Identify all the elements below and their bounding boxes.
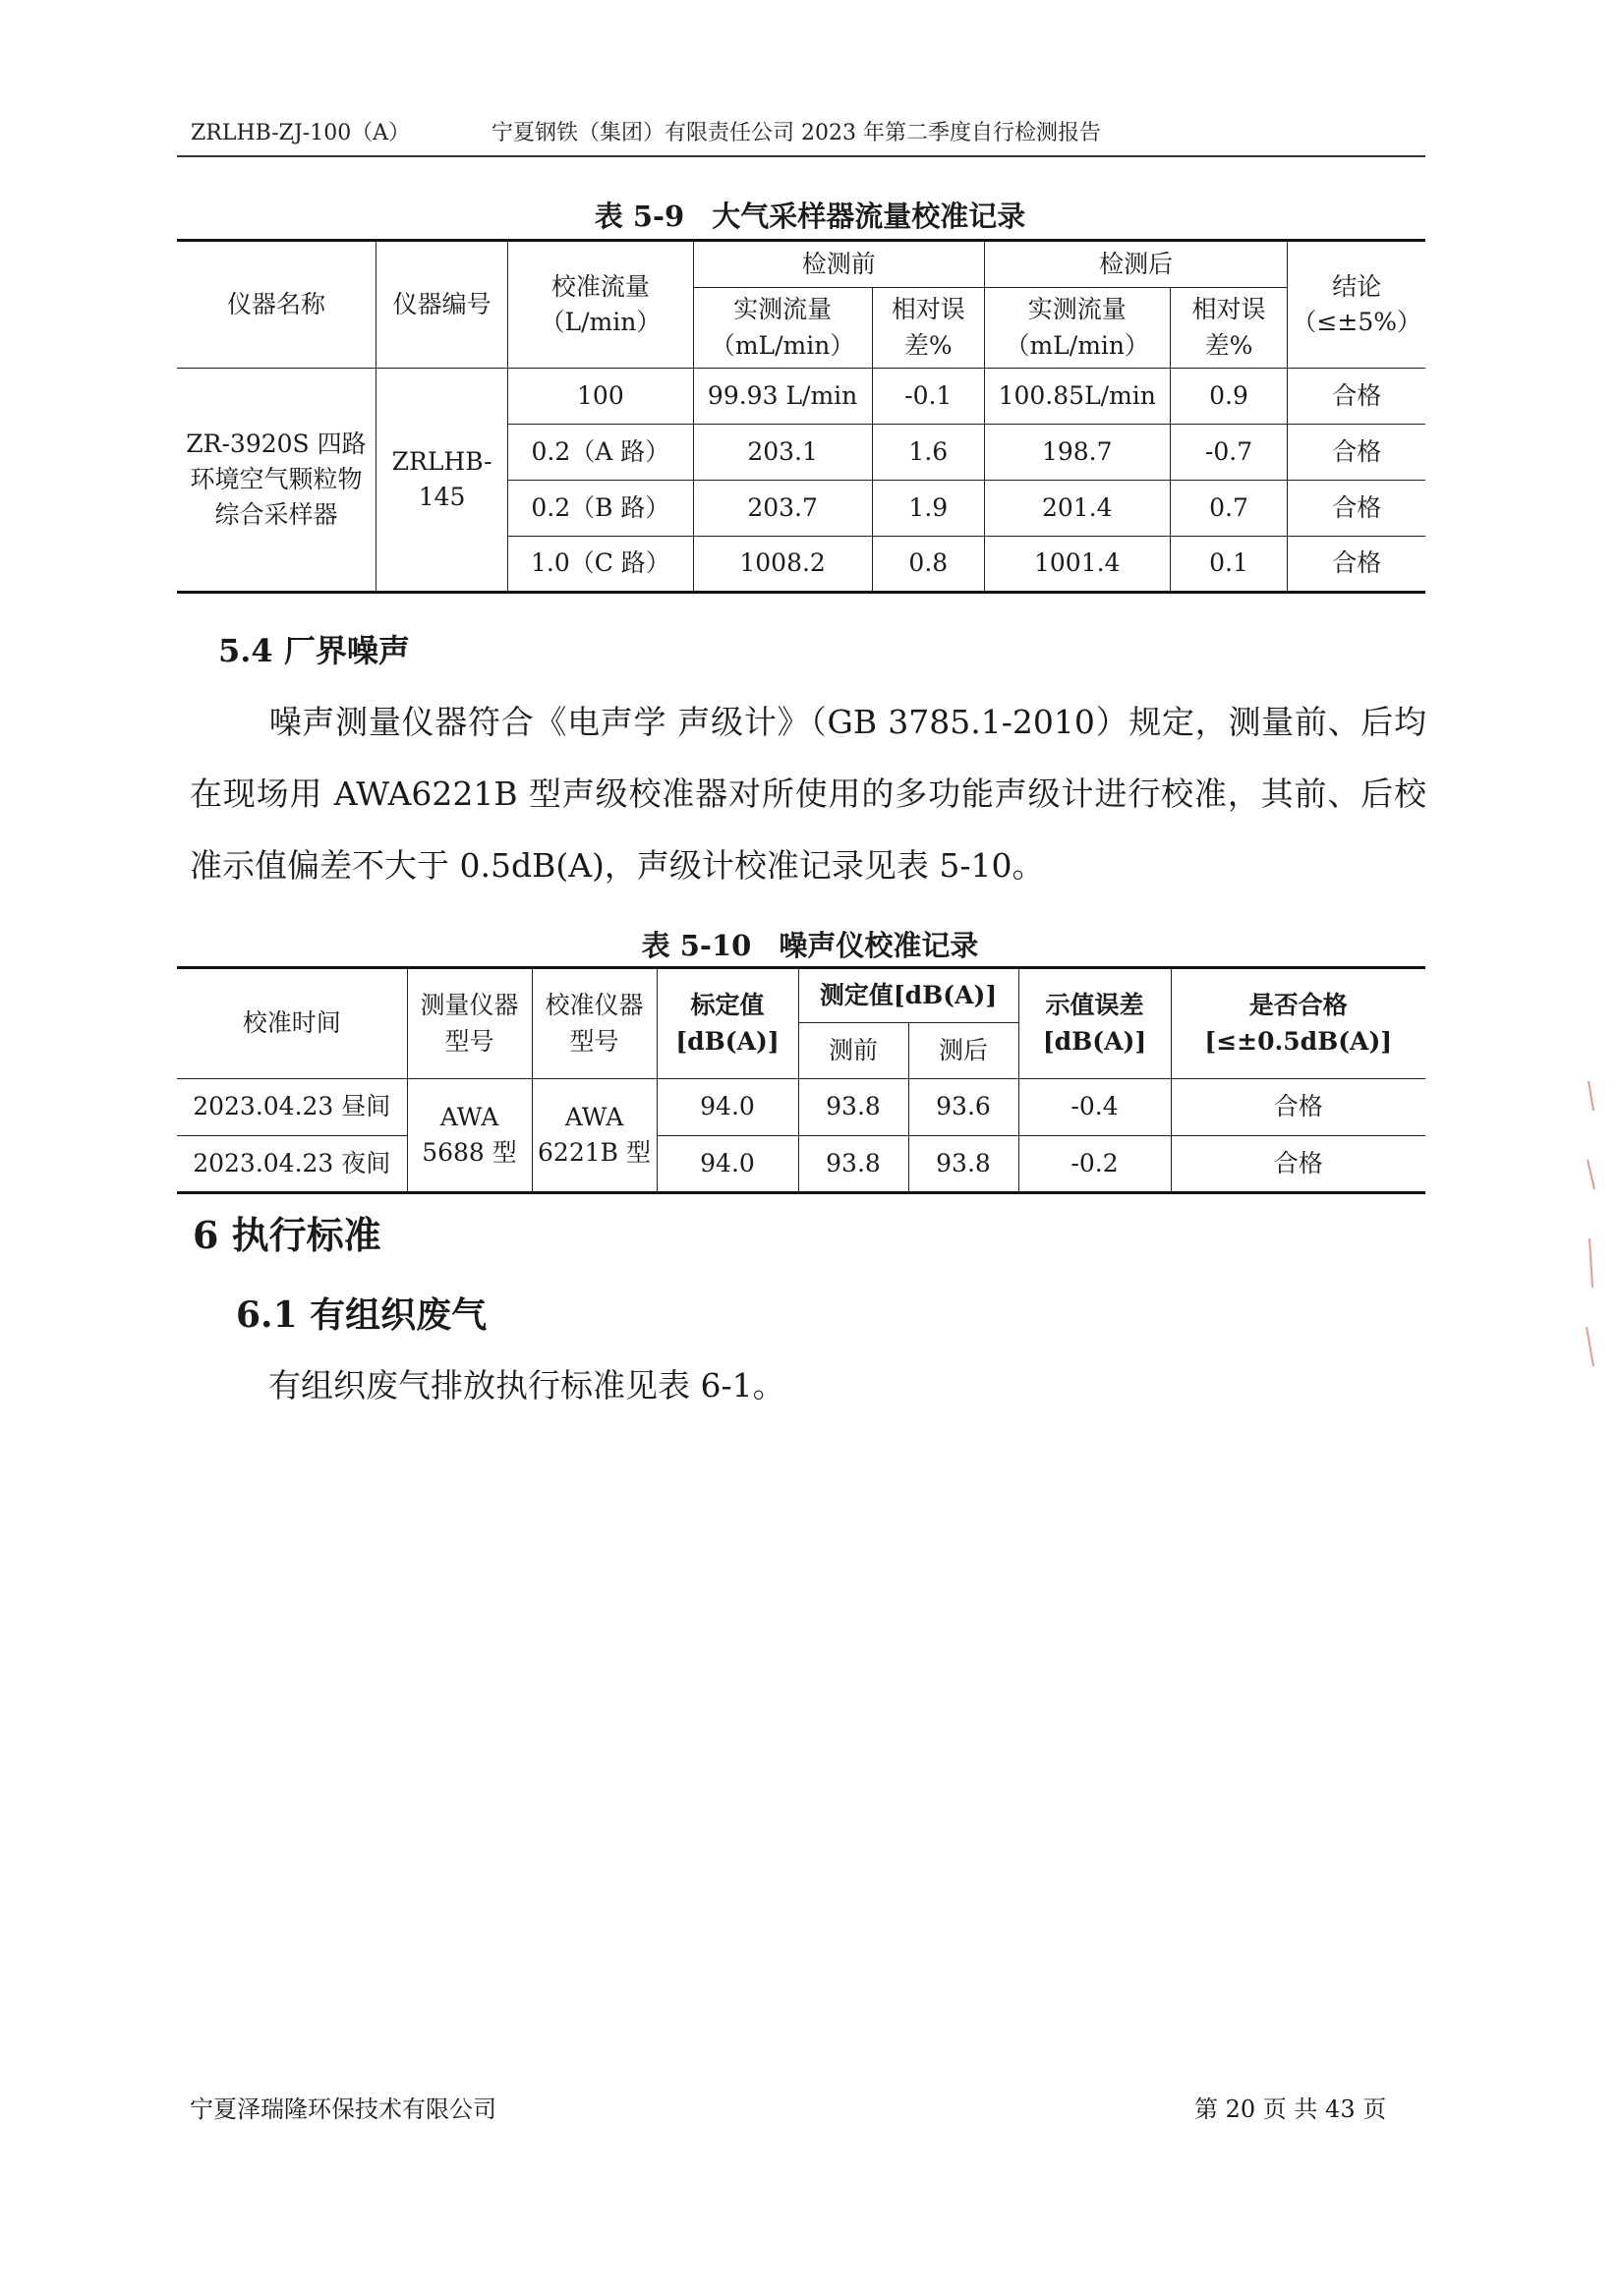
caption-title: 噪声仪校准记录: [779, 929, 979, 962]
measured-before-cell: 93.8: [798, 1079, 908, 1136]
before-error-cell: -0.1: [872, 369, 984, 425]
header-measured-after: 测后: [908, 1023, 1018, 1079]
before-flow-cell: 99.93 L/min: [693, 369, 872, 425]
header-calib-time: 校准时间: [177, 968, 407, 1079]
caption-title: 大气采样器流量校准记录: [712, 200, 1026, 233]
flow-cell: 0.2（B 路）: [508, 481, 693, 537]
error-cell: -0.2: [1018, 1136, 1171, 1193]
table-5-10-caption: [0, 924, 1620, 964]
section-6-heading: 6 执行标准: [193, 1213, 381, 1257]
section-5-4-text: 噪声测量仪器符合《电声学 声级计》（GB 3785.1-2010）规定，测量前、后均在现场用 AWA6221B 型声级校准器对所使用的多功能声级计进行校准，其前、后校准示值偏差不大于 0.5dB(A)，声级计校准记录见表 5-10。: [190, 703, 1426, 885]
instrument-name-cell: ZR-3920S 四路环境空气颗粒物综合采样器: [177, 369, 376, 593]
footer-page-info: 第 20 页 共 43 页: [1194, 2095, 1387, 2123]
doc-code: ZRLHB-ZJ-100（A）: [191, 121, 411, 145]
header-before: 检测前: [693, 241, 984, 288]
section-6-1-heading: 6.1 有组织废气: [236, 1294, 488, 1336]
header-divider: [177, 155, 1425, 157]
section-6-1-paragraph: [190, 1349, 1426, 1421]
header-calibrator-model: 校准仪器型号: [532, 968, 657, 1079]
header-pass: 是否合格[≤±0.5dB(A)]: [1171, 968, 1425, 1079]
header-instrument-name: 仪器名称: [177, 241, 376, 369]
header-instrument-no: 仪器编号: [376, 241, 507, 369]
after-error-cell: -0.7: [1170, 425, 1288, 481]
header-error: 示值误差[dB(A)]: [1018, 968, 1171, 1079]
header-before-error: 相对误差%: [872, 288, 984, 369]
before-error-cell: 0.8: [872, 537, 984, 593]
measured-after-cell: 93.8: [908, 1136, 1018, 1193]
pass-cell: 合格: [1171, 1079, 1425, 1136]
table-row: [177, 1136, 1425, 1193]
report-title: 宁夏钢铁（集团）有限责任公司 2023 年第二季度自行检测报告: [492, 121, 1101, 145]
header-before-flow: 实测流量（mL/min）: [693, 288, 872, 369]
header-conclusion: 结论（≤±5%）: [1288, 241, 1425, 369]
section-5-4-heading: 5.4 厂界噪声: [218, 632, 410, 669]
meter-model-cell: AWA 5688 型: [407, 1079, 532, 1193]
nominal-cell: 94.0: [657, 1079, 798, 1136]
after-flow-cell: 1001.4: [984, 537, 1170, 593]
table-row: [177, 369, 1425, 425]
after-error-cell: 0.7: [1170, 481, 1288, 537]
after-flow-cell: 198.7: [984, 425, 1170, 481]
flow-cell: 100: [508, 369, 693, 425]
header-measured-before: 测前: [798, 1023, 908, 1079]
result-cell: 合格: [1288, 537, 1425, 593]
measured-after-cell: 93.6: [908, 1079, 1018, 1136]
flow-cell: 0.2（A 路）: [508, 425, 693, 481]
before-error-cell: 1.9: [872, 481, 984, 537]
after-flow-cell: 201.4: [984, 481, 1170, 537]
calib-time-cell: 2023.04.23 夜间: [177, 1136, 407, 1193]
measured-before-cell: 93.8: [798, 1136, 908, 1193]
header-calib-flow: 校准流量（L/min）: [508, 241, 693, 369]
footer-company: 宁夏泽瑞隆环保技术有限公司: [190, 2095, 496, 2123]
header-measured: 测定值[dB(A)]: [798, 968, 1018, 1023]
header-after: 检测后: [984, 241, 1288, 288]
after-error-cell: 0.9: [1170, 369, 1288, 425]
caption-number: 表 5-10: [641, 929, 752, 962]
header-after-flow: 实测流量（mL/min）: [984, 288, 1170, 369]
result-cell: 合格: [1288, 369, 1425, 425]
before-flow-cell: 1008.2: [693, 537, 872, 593]
after-flow-cell: 100.85L/min: [984, 369, 1170, 425]
error-cell: -0.4: [1018, 1079, 1171, 1136]
before-flow-cell: 203.7: [693, 481, 872, 537]
header-after-error: 相对误差%: [1170, 288, 1288, 369]
header-meter-model: 测量仪器型号: [407, 968, 532, 1079]
calibrator-model-cell: AWA 6221B 型: [532, 1079, 657, 1193]
after-error-cell: 0.1: [1170, 537, 1288, 593]
table-5-9-caption: [0, 195, 1620, 235]
caption-number: 表 5-9: [594, 200, 685, 233]
before-flow-cell: 203.1: [693, 425, 872, 481]
sampler-calibration-table: [177, 239, 1425, 594]
header-nominal: 标定值[dB(A)]: [657, 968, 798, 1079]
result-cell: 合格: [1288, 425, 1425, 481]
stamp-fragment: [1585, 1071, 1598, 1386]
result-cell: 合格: [1288, 481, 1425, 537]
noise-meter-calibration-table: [177, 966, 1425, 1194]
section-5-4-paragraph: [190, 686, 1426, 901]
before-error-cell: 1.6: [872, 425, 984, 481]
instrument-no-cell: ZRLHB-145: [376, 369, 507, 593]
table-row: [177, 1079, 1425, 1136]
pass-cell: 合格: [1171, 1136, 1425, 1193]
section-6-1-text: 有组织废气排放执行标准见表 6-1。: [268, 1366, 785, 1405]
flow-cell: 1.0（C 路）: [508, 537, 693, 593]
calib-time-cell: 2023.04.23 昼间: [177, 1079, 407, 1136]
nominal-cell: 94.0: [657, 1136, 798, 1193]
